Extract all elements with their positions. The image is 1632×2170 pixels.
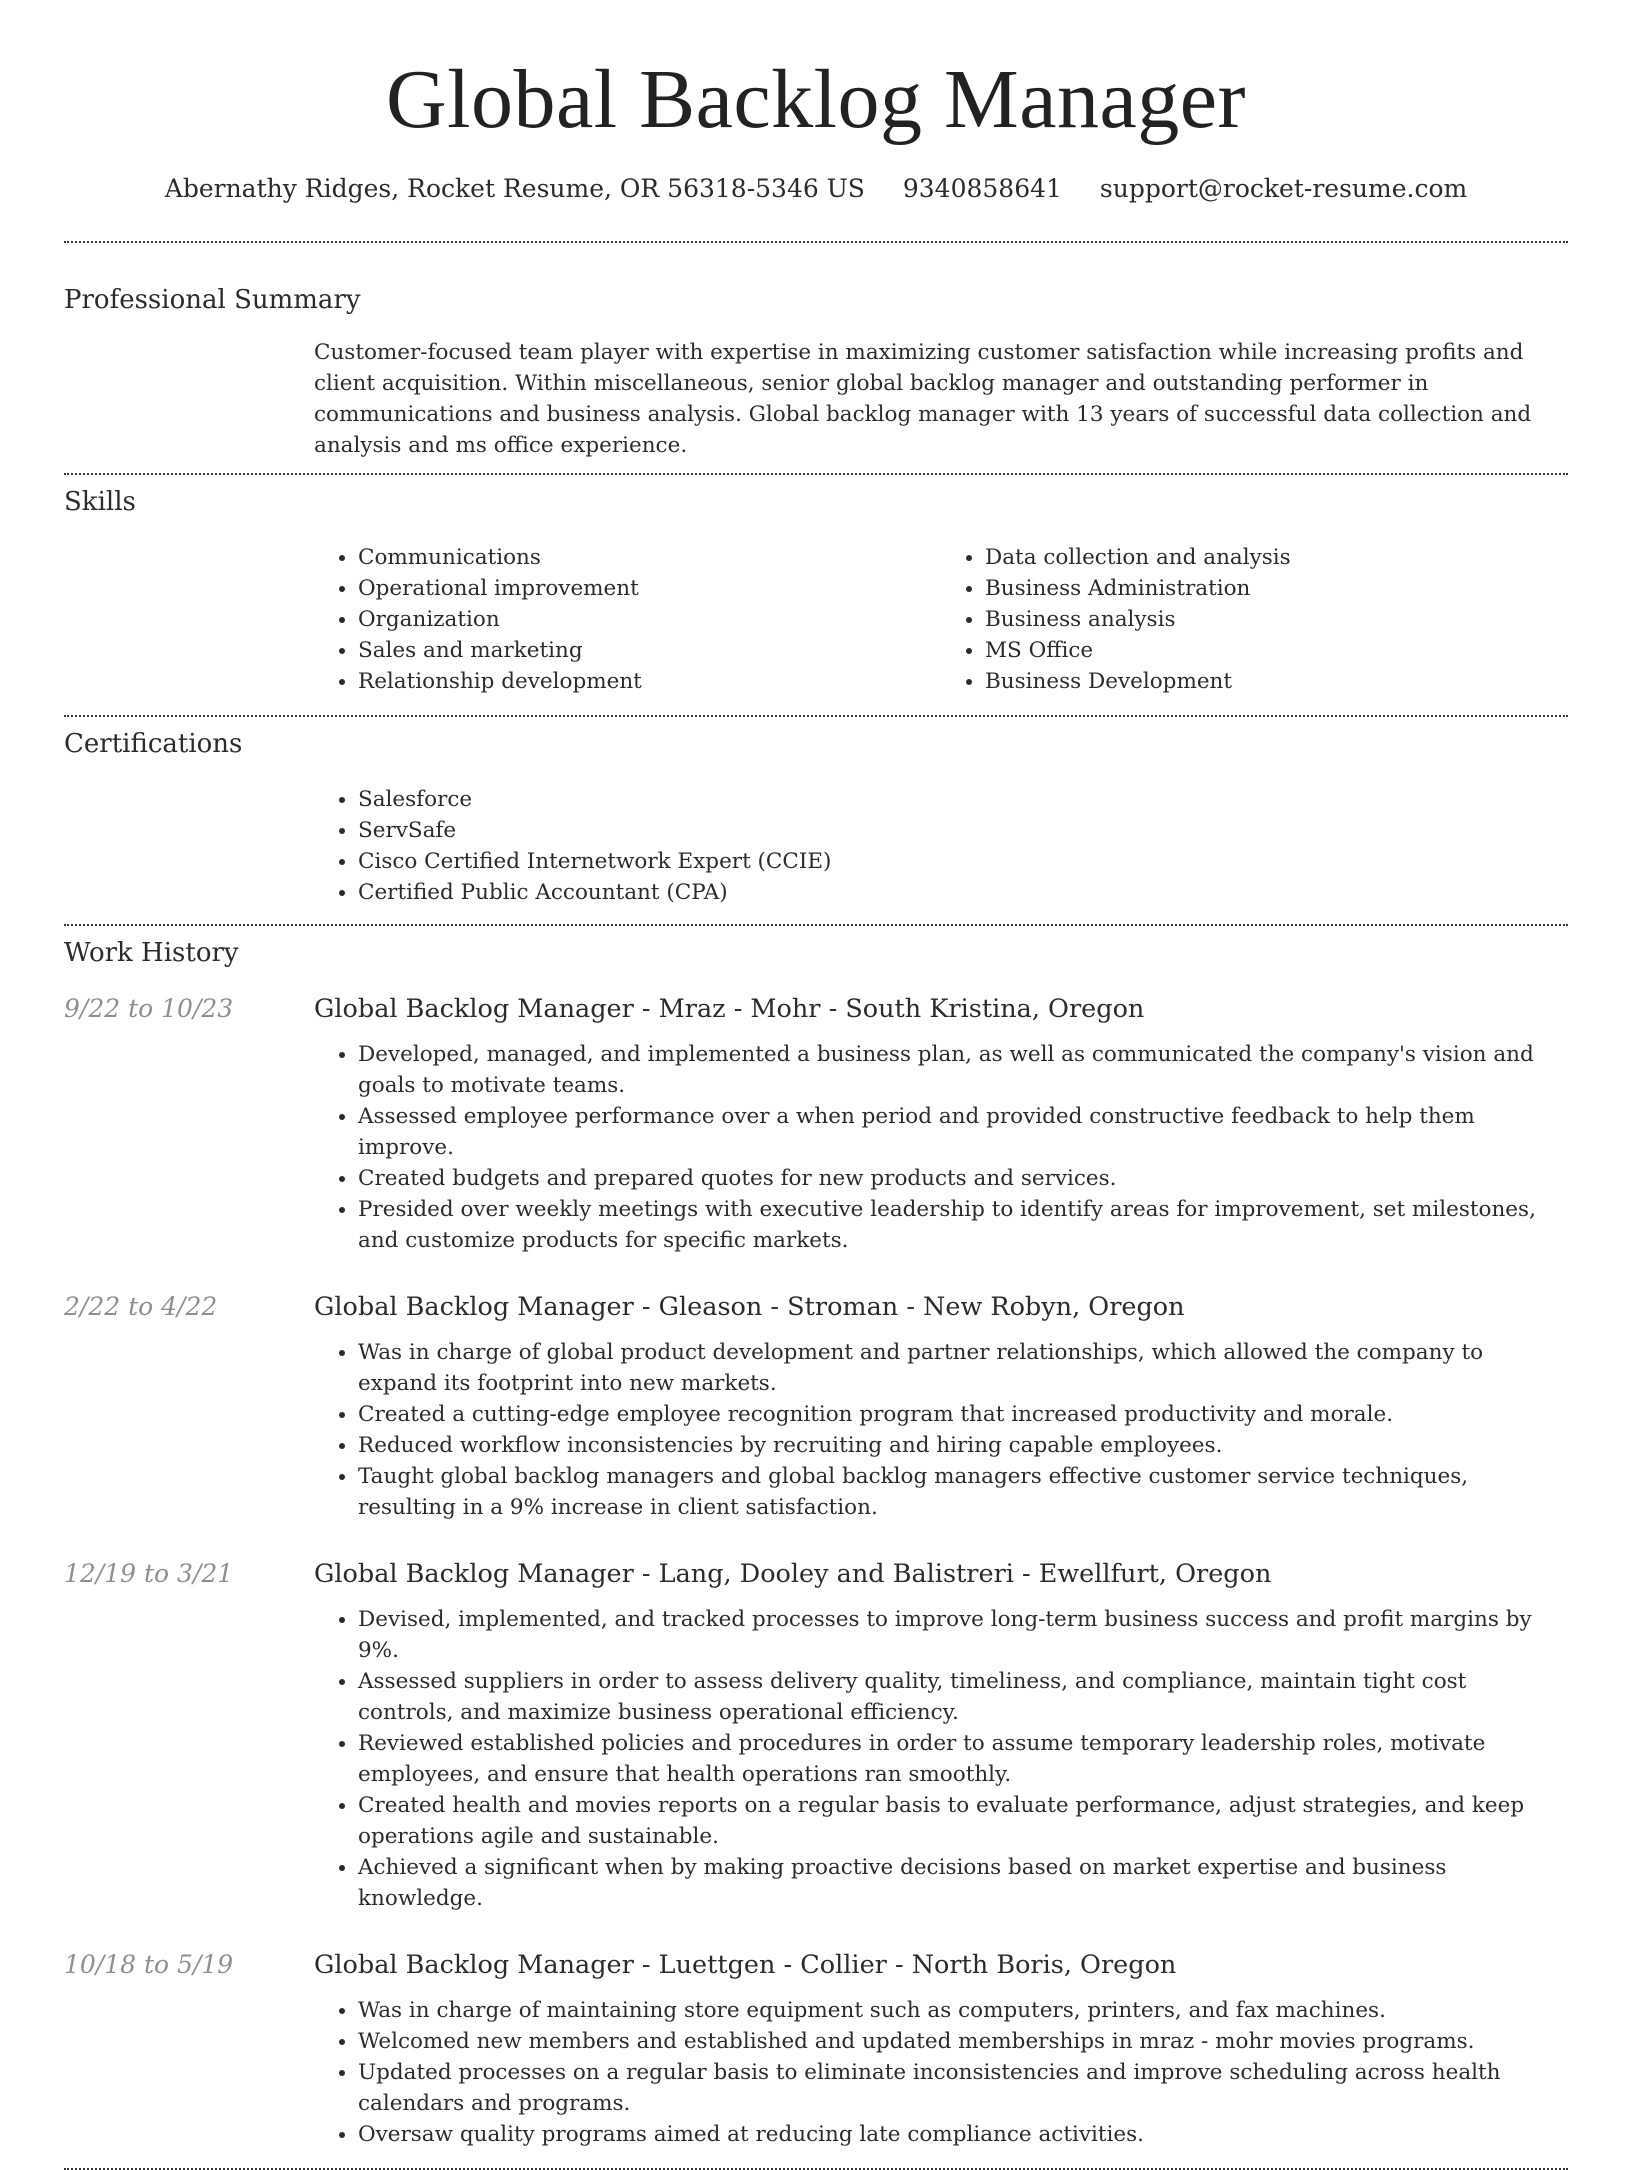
job-bullet: • Created health and movies reports on a regular basis to evaluate performance, adjust strategies, and keep operations agile and sustainable.	[358, 1790, 1568, 1852]
certification-item: • Certified Public Accountant (CPA)	[358, 877, 1568, 908]
skill-item: • Business analysis	[985, 604, 1568, 635]
skill-item: • Relationship development	[358, 666, 941, 697]
divider	[64, 924, 1568, 926]
job-bullet: • Taught global backlog managers and global backlog managers effective customer service techniques, resulting in a 9% increase in client satisfaction.	[358, 1461, 1568, 1523]
skill-item: • MS Office	[985, 635, 1568, 666]
job-bullet: • Welcomed new members and established and updated memberships in mraz - mohr movies programs.	[358, 2026, 1568, 2057]
skill-item: • Operational improvement	[358, 573, 941, 604]
job-bullet: • Assessed employee performance over a when period and provided constructive feedback to help them improve.	[358, 1101, 1568, 1163]
skill-item: • Business Administration	[985, 573, 1568, 604]
job-bullets	[314, 1604, 1568, 1914]
job-dates: 9/22 to 10/23	[64, 994, 234, 1023]
job-bullet: • Achieved a significant when by making proactive decisions based on market expertise and business knowledge.	[358, 1852, 1568, 1914]
certification-item: • Salesforce	[358, 784, 1568, 815]
certifications-section	[64, 729, 1568, 908]
job-title: Global Backlog Manager - Luettgen - Collier - North Boris, Oregon	[314, 1950, 1177, 1980]
job-bullet: • Oversaw quality programs aimed at reducing late compliance activities.	[358, 2119, 1568, 2150]
job-bullets	[314, 1995, 1568, 2150]
job-dates: 2/22 to 4/22	[64, 1292, 218, 1321]
job-dates: 12/19 to 3/21	[64, 1559, 234, 1588]
job-bullet: • Created a cutting-edge employee recognition program that increased productivity and morale.	[358, 1399, 1568, 1430]
contact-email: support@rocket-resume.com	[1099, 174, 1468, 203]
divider	[64, 715, 1568, 717]
job-bullet: • Assessed suppliers in order to assess delivery quality, timeliness, and compliance, maintain tight cost controls, and maximize business operational efficiency.	[358, 1666, 1568, 1728]
skills-list	[314, 542, 1568, 697]
job-dates: 10/18 to 5/19	[64, 1950, 234, 1979]
work-history-section	[64, 938, 1568, 2150]
certification-item: • Cisco Certified Internetwork Expert (CCIE)	[358, 846, 1568, 877]
skill-item: • Sales and marketing	[358, 635, 941, 666]
certifications-list	[314, 784, 1568, 908]
skills-column-left	[314, 542, 941, 697]
divider	[64, 241, 1568, 243]
job-bullet: • Devised, implemented, and tracked processes to improve long-term business success and profit margins by 9%.	[358, 1604, 1568, 1666]
job-bullet: • Created budgets and prepared quotes for new products and services.	[358, 1163, 1568, 1194]
resume-page	[64, 0, 1568, 2170]
summary-text: Customer-focused team player with expertise in maximizing customer satisfaction while increasing profits and client acquisition. Within miscellaneous, senior global backlog manager and outstanding performer in communications and business analysis. Global backlog manager with 13 years of successful data collection and analysis and ms office experience.	[314, 340, 1532, 458]
job-title: Global Backlog Manager - Mraz - Mohr - South Kristina, Oregon	[314, 994, 1145, 1024]
job-bullet: • Updated processes on a regular basis to eliminate inconsistencies and improve scheduling across health calendars and programs.	[358, 2057, 1568, 2119]
skill-item: • Communications	[358, 542, 941, 573]
job-bullet: • Reduced workflow inconsistencies by recruiting and hiring capable employees.	[358, 1430, 1568, 1461]
job-entry	[64, 992, 1568, 1256]
contact-phone: 9340858641	[902, 174, 1062, 203]
divider	[64, 473, 1568, 475]
job-entry	[64, 1557, 1568, 1914]
skills-title: Skills	[64, 487, 136, 517]
job-bullet: • Was in charge of maintaining store equipment such as computers, printers, and fax machines.	[358, 1995, 1568, 2026]
certification-item: • ServSafe	[358, 815, 1568, 846]
work-history-title: Work History	[64, 938, 239, 968]
skills-column-right	[941, 542, 1568, 697]
job-bullets	[314, 1039, 1568, 1256]
contact-line	[64, 174, 1568, 203]
contact-address: Abernathy Ridges, Rocket Resume, OR 56318-5346 US	[164, 174, 865, 203]
job-title: Global Backlog Manager - Gleason - Stroman - New Robyn, Oregon	[314, 1292, 1185, 1322]
job-bullet: • Presided over weekly meetings with executive leadership to identify areas for improvement, set milestones, and customize products for specific markets.	[358, 1194, 1568, 1256]
job-bullet: • Was in charge of global product development and partner relationships, which allowed the company to expand its footprint into new markets.	[358, 1337, 1568, 1399]
certifications-title: Certifications	[64, 729, 243, 759]
job-bullets	[314, 1337, 1568, 1523]
job-entry	[64, 1290, 1568, 1523]
summary-section	[64, 285, 1568, 461]
skill-item: • Data collection and analysis	[985, 542, 1568, 573]
skills-section	[64, 487, 1568, 697]
job-bullet: • Developed, managed, and implemented a business plan, as well as communicated the company's vision and goals to motivate teams.	[358, 1039, 1568, 1101]
skill-item: • Organization	[358, 604, 941, 635]
job-entry	[64, 1948, 1568, 2150]
job-title: Global Backlog Manager - Lang, Dooley and Balistreri - Ewellfurt, Oregon	[314, 1559, 1272, 1589]
candidate-name: Global Backlog Manager	[385, 53, 1247, 146]
job-bullet: • Reviewed established policies and procedures in order to assume temporary leadership roles, motivate employees, and ensure that health operations ran smoothly.	[358, 1728, 1568, 1790]
skill-item: • Business Development	[985, 666, 1568, 697]
summary-title: Professional Summary	[64, 285, 361, 315]
